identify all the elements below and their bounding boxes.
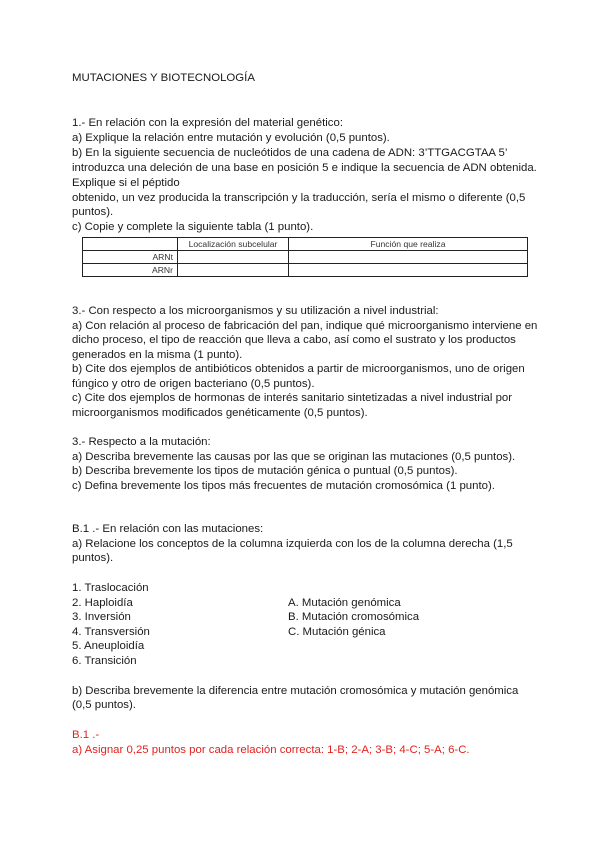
q3a-line: microorganismos modificados genéticamente (0,5 puntos). — [72, 407, 368, 419]
b1-line: a) Relacione los conceptos de la columna izquierda con los de la columna derecha (1,5 — [72, 538, 513, 550]
table-cell: ARNt — [83, 251, 178, 264]
q3a-line: a) Con relación al proceso de fabricación del pan, indique qué microorganismo interviene en — [72, 320, 538, 332]
q1-line: introduzca una deleción de una base en posición 5 e indique la secuencia de ADN obtenida. — [72, 162, 537, 174]
q3a-line: fúngico y otro de origen bacteriano (0,5 puntos). — [72, 378, 315, 390]
q3a-line: generados en la misma (1 punto). — [72, 349, 243, 361]
b1-line: B.1 .- En relación con las mutaciones: — [72, 523, 264, 535]
q3a-line: dicho proceso, el tipo de reacción que lleva a cabo, así como el sustrato y los productos — [72, 334, 516, 346]
rna-table — [82, 237, 528, 277]
q1-line: 1.- En relación con la expresión del material genético: — [72, 117, 343, 129]
right-column-item: C. Mutación génica — [288, 626, 386, 638]
q1-line: c) Copie y complete la siguiente tabla (1 punto). — [72, 221, 314, 233]
table-cell: ARNr — [83, 264, 178, 277]
q3b-line: 3.- Respecto a la mutación: — [72, 436, 211, 448]
table-header-cell: Función que realiza — [289, 238, 528, 251]
answer-heading: B.1 .- — [72, 729, 100, 741]
table-header-row — [83, 238, 528, 251]
left-column-item: 6. Transición — [72, 655, 137, 667]
q1-line: b) En la siguiente secuencia de nucleótidos de una cadena de ADN: 3’TTGACGTAA 5’ — [72, 147, 508, 159]
document-title: MUTACIONES Y BIOTECNOLOGÍA — [72, 72, 255, 84]
q3b-line: a) Describa brevemente las causas por las que se originan las mutaciones (0,5 puntos). — [72, 451, 516, 463]
answer-text: a) Asignar 0,25 puntos por cada relación correcta: 1-B; 2-A; 3-B; 4-C; 5-A; 6-C. — [72, 744, 470, 756]
b1-line: puntos). — [72, 552, 114, 564]
left-column-item: 3. Inversión — [72, 611, 131, 623]
table-header-cell — [83, 238, 178, 251]
q3a-line: 3.- Con respecto a los microorganismos y su utilización a nivel industrial: — [72, 305, 439, 317]
q1-line: puntos). — [72, 206, 114, 218]
table-row — [83, 251, 528, 264]
table-header-cell: Localización subcelular — [178, 238, 289, 251]
table-cell — [178, 251, 289, 264]
q3b-line: c) Defina brevemente los tipos más frecuentes de mutación cromosómica (1 punto). — [72, 480, 495, 492]
q1-line: a) Explique la relación entre mutación y evolución (0,5 puntos). — [72, 132, 390, 144]
left-column-item: 4. Transversión — [72, 626, 150, 638]
table-row — [83, 264, 528, 277]
table-cell — [178, 264, 289, 277]
right-column-item: B. Mutación cromosómica — [288, 611, 420, 623]
left-column-item: 5. Aneuploidía — [72, 640, 145, 652]
q3a-line: b) Cite dos ejemplos de antibióticos obtenidos a partir de microorganismos, uno de origen — [72, 363, 525, 375]
q1-line: obtenido, un vez producida la transcripción y la traducción, sería el mismo o diferente (0,5 — [72, 192, 526, 204]
right-column-item: A. Mutación genómica — [288, 597, 401, 609]
q3a-line: c) Cite dos ejemplos de hormonas de interés sanitario sintetizadas a nivel industrial por — [72, 392, 513, 404]
b1-part-b-line: (0,5 puntos). — [72, 699, 136, 711]
table-cell — [289, 251, 528, 264]
q1-line: Explique si el péptido — [72, 177, 180, 189]
b1-part-b-line: b) Describa brevemente la diferencia entre mutación cromosómica y mutación genómica — [72, 685, 519, 697]
left-column-item: 2. Haploidía — [72, 597, 133, 609]
left-column-item: 1. Traslocación — [72, 582, 149, 594]
q3b-line: b) Describa brevemente los tipos de mutación génica o puntual (0,5 puntos). — [72, 465, 458, 477]
table-cell — [289, 264, 528, 277]
